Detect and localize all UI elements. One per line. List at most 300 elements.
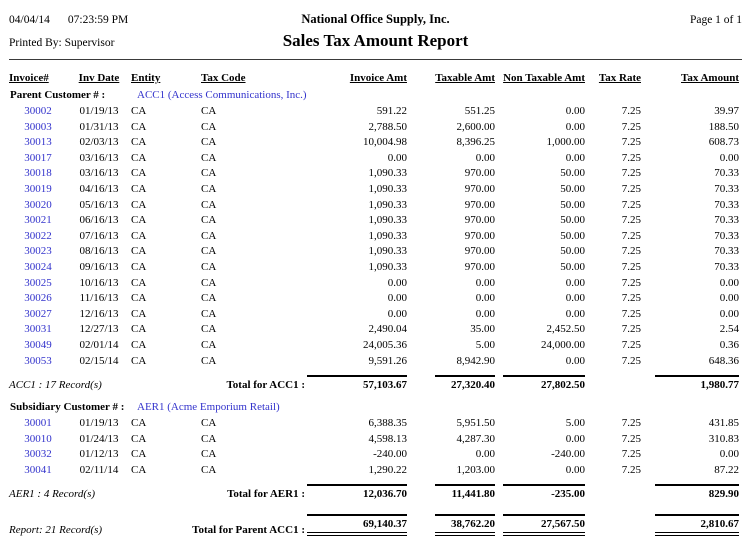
invoice-amt-cell: -240.00	[373, 448, 407, 461]
invoice-number-link[interactable]: 30013	[24, 136, 52, 149]
tax-rate-cell: 7.25	[621, 292, 641, 305]
tax-rate-cell: 7.25	[621, 245, 641, 258]
tax-code-cell: CA	[201, 432, 217, 445]
tax-code-cell: CA	[201, 229, 217, 242]
tax-amount-cell: 0.00	[719, 307, 739, 320]
invoice-row	[9, 104, 739, 120]
taxable-amt-cell: 970.00	[464, 214, 495, 227]
tax-amount-cell: 0.00	[719, 276, 739, 289]
inv-date-cell: 09/16/13	[79, 260, 119, 273]
invoice-amt-cell: 9,591.26	[368, 354, 407, 367]
tax-rate-cell: 7.25	[621, 167, 641, 180]
tax-rate-cell: 7.25	[621, 463, 641, 476]
invoice-number-link[interactable]: 30018	[24, 167, 52, 180]
inv-date-cell: 02/11/14	[79, 463, 119, 476]
tax-rate-cell: 7.25	[621, 182, 641, 195]
entity-cell: CA	[131, 151, 147, 164]
inv-date-cell: 10/16/13	[79, 276, 119, 289]
invoice-amt-cell: 24,005.36	[363, 338, 407, 351]
tax-code-cell: CA	[201, 417, 217, 430]
total-label: Total for AER1 :	[227, 488, 305, 501]
inv-date-cell: 03/16/13	[79, 151, 119, 164]
invoice-amt-cell: 0.00	[387, 151, 407, 164]
invoice-amt-cell: 0.00	[387, 276, 407, 289]
total-value: 12,036.70	[307, 484, 407, 500]
col-header-tax-amount: Tax Amount	[681, 72, 739, 84]
invoice-number-cell[interactable]	[9, 447, 67, 463]
tax-code-cell: CA	[201, 307, 217, 320]
entity-cell: CA	[131, 463, 147, 476]
customer-link[interactable]: AER1 (Acme Emporium Retail)	[137, 401, 280, 414]
invoice-amt-cell: 1,090.33	[368, 229, 407, 242]
col-header-tax-rate: Tax Rate	[598, 72, 641, 84]
taxable-amt-cell: 5,951.50	[456, 417, 495, 430]
total-label-cell	[131, 478, 305, 505]
tax-code-cell: CA	[201, 151, 217, 164]
invoice-number-link[interactable]: 30021	[24, 214, 52, 227]
taxable-amt-cell: 4,287.30	[456, 432, 495, 445]
invoice-row	[9, 432, 739, 448]
non-taxable-amt-cell: -240.00	[551, 448, 585, 461]
invoice-number-cell[interactable]	[9, 354, 67, 370]
invoice-row	[9, 291, 739, 307]
tax-amount-cell: 70.33	[714, 229, 739, 242]
customer-group-cell	[9, 84, 739, 104]
taxable-amt-cell	[407, 369, 495, 396]
inv-date-cell: 01/24/13	[79, 432, 119, 445]
invoice-row	[9, 463, 739, 479]
col-header-invoice: Invoice#	[9, 72, 49, 84]
entity-cell: CA	[131, 229, 147, 242]
tax-amount-cell: 87.22	[714, 463, 739, 476]
non-taxable-amt-cell: 0.00	[565, 105, 585, 117]
inv-date-cell: 02/03/13	[79, 136, 119, 149]
invoice-amt-cell: 4,598.13	[368, 432, 407, 445]
invoice-amt-cell: 2,490.04	[368, 323, 407, 336]
invoice-number-link[interactable]: 30024	[24, 260, 52, 273]
inv-date-cell: 12/16/13	[79, 307, 119, 320]
col-header-taxable-amt: Taxable Amt	[435, 72, 495, 84]
non-taxable-amt-cell: 50.00	[560, 198, 585, 211]
inv-date-cell: 06/16/13	[79, 214, 119, 227]
tax-amount-cell: 2.54	[719, 323, 739, 336]
tax-amount-cell: 70.33	[714, 198, 739, 211]
non-taxable-amt-cell	[495, 505, 585, 541]
total-label: Total for Parent ACC1 :	[192, 524, 305, 537]
non-taxable-amt-cell: 50.00	[560, 260, 585, 273]
invoice-row	[9, 416, 739, 432]
invoice-number-cell[interactable]	[9, 307, 67, 323]
sales-tax-table	[9, 72, 739, 541]
invoice-number-link[interactable]: 30025	[24, 276, 52, 289]
non-taxable-amt-cell	[495, 478, 585, 505]
invoice-number-link[interactable]: 30053	[24, 354, 52, 367]
invoice-number-link[interactable]: 30017	[24, 151, 52, 164]
invoice-number-cell[interactable]	[9, 166, 67, 182]
inv-date-cell: 11/16/13	[79, 292, 119, 305]
non-taxable-amt-cell: 0.00	[565, 463, 585, 476]
tax-amount-cell: 70.33	[714, 214, 739, 227]
invoice-number-cell[interactable]	[9, 182, 67, 198]
invoice-number-link[interactable]: 30026	[24, 292, 52, 305]
non-taxable-amt-cell: 50.00	[560, 214, 585, 227]
invoice-number-link[interactable]: 30023	[24, 245, 52, 258]
invoice-number-cell[interactable]	[9, 151, 67, 167]
invoice-row	[9, 213, 739, 229]
invoice-amt-cell: 0.00	[387, 292, 407, 305]
tax-rate-cell: 7.25	[621, 105, 641, 117]
tax-amount-cell	[641, 505, 739, 541]
total-label: Total for ACC1 :	[226, 379, 305, 392]
invoice-amt-cell	[287, 505, 407, 541]
taxable-amt-cell: 0.00	[475, 448, 495, 461]
invoice-number-cell[interactable]	[9, 198, 67, 214]
report-summary-row	[9, 505, 739, 541]
invoice-number-cell[interactable]	[9, 463, 67, 479]
taxable-amt-cell: 970.00	[464, 260, 495, 273]
group-summary-row	[9, 478, 739, 505]
tax-rate-cell: 7.25	[621, 276, 641, 289]
tax-rate-cell: 7.25	[621, 151, 641, 164]
non-taxable-amt-cell: 0.00	[565, 307, 585, 320]
taxable-amt-cell: 970.00	[464, 198, 495, 211]
invoice-number-cell[interactable]	[9, 120, 67, 136]
customer-group-header	[9, 84, 739, 104]
entity-cell: CA	[131, 260, 147, 273]
invoice-number-link[interactable]: 30041	[24, 463, 52, 476]
tax-code-cell: CA	[201, 167, 217, 180]
group-summary-row	[9, 369, 739, 396]
taxable-amt-cell: 970.00	[464, 167, 495, 180]
tax-amount-cell: 0.00	[719, 448, 739, 461]
entity-cell: CA	[131, 245, 147, 258]
invoice-amt-cell: 6,388.35	[368, 417, 407, 430]
inv-date-cell: 08/16/13	[79, 245, 119, 258]
invoice-row	[9, 354, 739, 370]
invoice-number-link[interactable]: 30019	[24, 182, 52, 195]
print-time: 07:23:59 PM	[67, 14, 129, 26]
record-count: Report: 21 Record(s)	[9, 524, 103, 537]
taxable-amt-cell: 35.00	[470, 323, 495, 336]
invoice-row	[9, 447, 739, 463]
entity-cell: CA	[131, 182, 147, 195]
taxable-amt-cell: 0.00	[475, 151, 495, 164]
invoice-number-cell[interactable]	[9, 244, 67, 260]
non-taxable-amt-cell: 0.00	[565, 151, 585, 164]
tax-rate-cell: 7.25	[621, 448, 641, 461]
inv-date-cell: 01/12/13	[79, 448, 119, 461]
printed-by: Printed By: Supervisor	[9, 37, 115, 49]
non-taxable-amt-cell: 0.00	[565, 292, 585, 305]
invoice-number-link[interactable]: 30049	[24, 338, 52, 351]
tax-amount-cell: 648.36	[708, 354, 739, 367]
non-taxable-amt-cell: 50.00	[560, 245, 585, 258]
invoice-row	[9, 166, 739, 182]
tax-amount-cell: 431.85	[708, 417, 739, 430]
tax-amount-cell: 0.00	[719, 292, 739, 305]
total-value: 27,802.50	[503, 375, 585, 391]
tax-rate-cell: 7.25	[621, 432, 641, 445]
invoice-number-cell[interactable]	[9, 338, 67, 354]
tax-amount-cell: 70.33	[714, 245, 739, 258]
tax-code-cell: CA	[201, 105, 217, 117]
total-value: 57,103.67	[307, 375, 407, 391]
inv-date-cell: 02/01/14	[79, 338, 119, 351]
invoice-row	[9, 182, 739, 198]
taxable-amt-cell: 970.00	[464, 229, 495, 242]
invoice-row	[9, 198, 739, 214]
tax-amount-cell: 0.00	[719, 151, 739, 164]
entity-cell: CA	[131, 417, 147, 430]
record-count: ACC1 : 17 Record(s)	[9, 379, 102, 392]
invoice-amt-cell	[287, 478, 407, 505]
tax-rate-cell: 7.25	[621, 307, 641, 320]
tax-rate-cell	[585, 505, 641, 541]
invoice-number-cell[interactable]	[9, 135, 67, 151]
tax-rate-cell: 7.25	[621, 417, 641, 430]
invoice-number-link[interactable]: 30032	[24, 448, 52, 461]
entity-cell: CA	[131, 432, 147, 445]
customer-group-header	[9, 396, 739, 416]
taxable-amt-cell: 0.00	[475, 307, 495, 320]
entity-cell: CA	[131, 307, 147, 320]
invoice-number-link[interactable]: 30010	[24, 432, 52, 445]
inv-date-cell: 01/19/13	[79, 105, 119, 117]
total-label-cell	[131, 369, 305, 396]
page-header-row1	[9, 12, 742, 27]
entity-cell: CA	[131, 214, 147, 227]
invoice-amt-cell: 1,090.33	[368, 214, 407, 227]
report-title: Sales Tax Amount Report	[282, 31, 469, 50]
tax-rate-cell: 7.25	[621, 354, 641, 367]
tax-rate-cell	[585, 369, 641, 396]
non-taxable-amt-cell: 24,000.00	[541, 338, 585, 351]
col-header-tax-code: Tax Code	[201, 72, 246, 84]
page-header-row2	[9, 31, 742, 51]
entity-cell: CA	[131, 323, 147, 336]
inv-date-cell: 02/15/14	[79, 354, 119, 367]
customer-group-cell	[9, 396, 739, 416]
record-count: AER1 : 4 Record(s)	[9, 488, 96, 501]
tax-amount-cell	[641, 478, 739, 505]
invoice-row	[9, 135, 739, 151]
non-taxable-amt-cell: 0.00	[565, 432, 585, 445]
taxable-amt-cell	[407, 478, 495, 505]
tax-code-cell: CA	[201, 338, 217, 351]
entity-cell: CA	[131, 136, 147, 149]
invoice-number-link[interactable]: 30020	[24, 198, 52, 211]
tax-code-cell: CA	[201, 448, 217, 461]
taxable-amt-cell: 551.25	[464, 105, 495, 117]
invoice-row	[9, 229, 739, 245]
non-taxable-amt-cell: 50.00	[560, 229, 585, 242]
inv-date-cell: 03/16/13	[79, 167, 119, 180]
total-value: -235.00	[503, 484, 585, 500]
report-body	[9, 84, 739, 541]
non-taxable-amt-cell: 50.00	[560, 182, 585, 195]
invoice-number-cell[interactable]	[9, 322, 67, 338]
entity-cell: CA	[131, 292, 147, 305]
invoice-row	[9, 120, 739, 136]
page-number: Page 1 of 1	[689, 14, 742, 26]
tax-amount-cell: 0.36	[719, 338, 739, 351]
inv-date-cell: 12/27/13	[79, 323, 119, 336]
invoice-row	[9, 338, 739, 354]
non-taxable-amt-cell: 0.00	[565, 120, 585, 133]
tax-rate-cell: 7.25	[621, 214, 641, 227]
col-header-entity: Entity	[131, 72, 161, 84]
total-value: 27,320.40	[435, 375, 495, 391]
tax-rate-cell: 7.25	[621, 323, 641, 336]
inv-date-cell: 05/16/13	[79, 198, 119, 211]
print-datetime	[9, 14, 209, 26]
taxable-amt-cell: 8,396.25	[456, 136, 495, 149]
tax-code-cell: CA	[201, 120, 217, 133]
tax-code-cell: CA	[201, 323, 217, 336]
invoice-amt-cell: 1,290.22	[368, 463, 407, 476]
tax-amount-cell: 39.97	[714, 105, 739, 117]
entity-cell: CA	[131, 105, 147, 117]
taxable-amt-cell: 0.00	[475, 292, 495, 305]
customer-type-label: Subsidiary Customer # :	[10, 401, 125, 414]
col-header-invoice-amt: Invoice Amt	[349, 72, 407, 84]
tax-rate-cell: 7.25	[621, 120, 641, 133]
tax-rate-cell	[585, 478, 641, 505]
invoice-amt-cell: 0.00	[387, 307, 407, 320]
entity-cell: CA	[131, 338, 147, 351]
entity-cell: CA	[131, 167, 147, 180]
tax-amount-cell	[641, 369, 739, 396]
total-value: 38,762.20	[435, 514, 495, 536]
record-count-cell	[9, 505, 131, 541]
invoice-number-cell[interactable]	[9, 276, 67, 292]
tax-rate-cell: 7.25	[621, 260, 641, 273]
non-taxable-amt-cell	[495, 369, 585, 396]
non-taxable-amt-cell: 5.00	[565, 417, 585, 430]
invoice-row	[9, 151, 739, 167]
invoice-row	[9, 260, 739, 276]
entity-cell: CA	[131, 198, 147, 211]
tax-code-cell: CA	[201, 276, 217, 289]
invoice-amt-cell: 1,090.33	[368, 167, 407, 180]
invoice-amt-cell	[287, 369, 407, 396]
inv-date-cell: 07/16/13	[79, 229, 119, 242]
invoice-number-cell[interactable]	[9, 229, 67, 245]
tax-code-cell: CA	[201, 198, 217, 211]
non-taxable-amt-cell: 0.00	[565, 276, 585, 289]
invoice-amt-cell: 10,004.98	[363, 136, 407, 149]
total-value: 11,441.80	[435, 484, 495, 500]
taxable-amt-cell: 1,203.00	[456, 463, 495, 476]
total-value: 27,567.50	[503, 514, 585, 536]
invoice-number-link[interactable]: 30003	[24, 120, 52, 133]
invoice-row	[9, 244, 739, 260]
invoice-number-cell[interactable]	[9, 104, 67, 120]
total-value: 829.90	[655, 484, 739, 500]
record-count-cell	[9, 369, 131, 396]
taxable-amt-cell: 970.00	[464, 182, 495, 195]
tax-amount-cell: 70.33	[714, 260, 739, 273]
tax-amount-cell: 70.33	[714, 167, 739, 180]
tax-rate-cell: 7.25	[621, 229, 641, 242]
tax-code-cell: CA	[201, 354, 217, 367]
invoice-number-cell[interactable]	[9, 432, 67, 448]
tax-code-cell: CA	[201, 245, 217, 258]
customer-type-label: Parent Customer # :	[10, 89, 106, 101]
print-date: 04/04/14	[9, 14, 50, 26]
invoice-number-cell[interactable]	[9, 416, 67, 432]
invoice-number-link[interactable]: 30001	[24, 417, 52, 430]
entity-cell: CA	[131, 276, 147, 289]
invoice-amt-cell: 2,788.50	[368, 120, 407, 133]
header-divider	[9, 59, 742, 60]
invoice-amt-cell: 1,090.33	[368, 260, 407, 273]
inv-date-cell: 01/19/13	[79, 417, 119, 430]
inv-date-cell: 01/31/13	[79, 120, 119, 133]
invoice-amt-cell: 1,090.33	[368, 245, 407, 258]
invoice-number-cell[interactable]	[9, 260, 67, 276]
customer-link[interactable]: ACC1 (Access Communications, Inc.)	[137, 89, 307, 101]
tax-amount-cell: 188.50	[708, 120, 739, 133]
entity-cell: CA	[131, 354, 147, 367]
total-value: 1,980.77	[655, 375, 739, 391]
total-value: 2,810.67	[655, 514, 739, 536]
invoice-number-cell[interactable]	[9, 291, 67, 307]
tax-code-cell: CA	[201, 136, 217, 149]
tax-code-cell: CA	[201, 214, 217, 227]
tax-rate-cell: 7.25	[621, 136, 641, 149]
taxable-amt-cell: 2,600.00	[456, 120, 495, 133]
total-value: 69,140.37	[307, 514, 407, 536]
invoice-row	[9, 307, 739, 323]
non-taxable-amt-cell: 50.00	[560, 167, 585, 180]
tax-code-cell: CA	[201, 463, 217, 476]
non-taxable-amt-cell: 1,000.00	[546, 136, 585, 149]
tax-code-cell: CA	[201, 292, 217, 305]
tax-amount-cell: 310.83	[708, 432, 739, 445]
invoice-row	[9, 276, 739, 292]
entity-cell: CA	[131, 120, 147, 133]
company-name: National Office Supply, Inc.	[301, 12, 450, 26]
col-header-non-taxable-amt: Non Taxable Amt	[503, 72, 585, 84]
invoice-number-cell[interactable]	[9, 213, 67, 229]
total-label-cell	[131, 505, 305, 541]
tax-rate-cell: 7.25	[621, 338, 641, 351]
invoice-row	[9, 322, 739, 338]
entity-cell: CA	[131, 448, 147, 461]
taxable-amt-cell: 970.00	[464, 245, 495, 258]
taxable-amt-cell: 8,942.90	[456, 354, 495, 367]
col-header-inv-date: Inv Date	[78, 72, 120, 84]
record-count-cell	[9, 478, 131, 505]
tax-rate-cell: 7.25	[621, 198, 641, 211]
invoice-number-link[interactable]: 30031	[24, 323, 52, 336]
inv-date-cell: 04/16/13	[79, 182, 119, 195]
tax-code-cell: CA	[201, 182, 217, 195]
table-header	[9, 72, 739, 84]
invoice-amt-cell: 591.22	[376, 105, 407, 117]
non-taxable-amt-cell: 0.00	[565, 354, 585, 367]
non-taxable-amt-cell: 2,452.50	[546, 323, 585, 336]
tax-code-cell: CA	[201, 260, 217, 273]
invoice-amt-cell: 1,090.33	[368, 198, 407, 211]
invoice-number-link[interactable]: 30002	[24, 105, 52, 117]
invoice-number-link[interactable]: 30022	[24, 229, 52, 242]
taxable-amt-cell: 0.00	[475, 276, 495, 289]
taxable-amt-cell: 5.00	[475, 338, 495, 351]
invoice-number-link[interactable]: 30027	[24, 307, 52, 320]
tax-amount-cell: 608.73	[708, 136, 739, 149]
